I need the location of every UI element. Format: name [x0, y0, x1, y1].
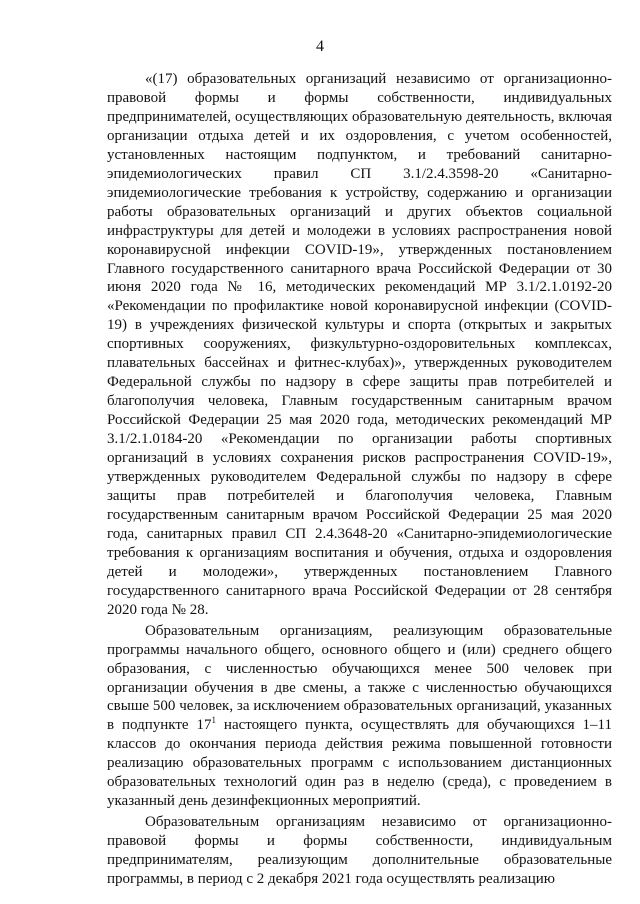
paragraph-distance-learning [107, 622, 612, 812]
paragraph-additional-programs: Образовательным организациям независимо от организационно-правовой формы и формы собственности, индивидуальным предпринимателям, реализующим дополнительные образовательные программы, в период с 2 декабря 2021 года осуществлять реализацию [107, 814, 612, 888]
document-body [107, 70, 612, 889]
paragraph-item-17: «(17) образовательных организаций независимо от организационно-правовой формы и формы собственности, индивидуальных предпринимателей, осуществляющих образовательную деятельность, включая организации отдыха детей и их оздоровления, с учетом особенностей, установленных настоящим подпунктом, и требований санитарно-эпидемиологических правил СП 3.1/2.4.3598-20 «Санитарно-эпидемиологические требования к устройству, содержанию и организации работы образовательных организаций и других объектов социальной инфраструктуры для детей и молодежи в условиях распространения новой коронавирусной инфекции COVID-19», утвержденных постановлением Главного государственного санитарного врача Российской Федерации от 30 июня 2020 года № 16, методических рекомендаций МР 3.1/2.1.0192-20 «Рекомендации по профилактике новой коронавирусной инфекции (COVID-19) в учреждениях физической культуры и спорта (открытых и закрытых спортивных сооружениях, физкультурно-оздоровительных комплексах, плавательных бассейнах и фитнес-клубах)», утвержденных руководителем Федеральной службы по надзору в сфере защиты прав потребителей и благополучия человека, Главным государственным санитарным врачом Российской Федерации 25 мая 2020 года, методических рекомендаций МР 3.1/2.1.0184-20 «Рекомендации по организации работы спортивных организаций в условиях сохранения рисков распространения COVID-19», утвержденных руководителем Федеральной службы по надзору в сфере защиты прав потребителей и благополучия человека, Главным государственным санитарным врачом Российской Федерации 25 мая 2020 года, санитарных правил СП 2.4.3648-20 «Санитарно-эпидемиологические требования к организациям воспитания и обучения, отдыха и оздоровления детей и молодежи», утвержденных постановлением Главного государственного санитарного врача Российской Федерации от 28 сентября 2020 года № 28. [107, 71, 612, 618]
paragraph-text-after-footnote: настоящего пункта, осуществлять для обучающихся 1–11 классов до окончания периода действия режима повышенной готовности реализацию образовательных программ с использованием дистанционных образовательных технологий один раз в неделю (среда), с проведением в указанный день дезинфекционных мероприятий. [107, 717, 612, 810]
superscript-reference: 1 [211, 715, 216, 726]
paragraph-text-before-footnote: Образовательным организациям, реализующим образовательные программы начального общего, основного общего и (или) среднего общего образования, с численностью обучающихся менее 500 человек при организации обучения в две смены, а также с численностью обучающихся свыше 500 человек, за исключением образовательных организаций, указанных в подпункте 17 [107, 622, 612, 734]
page-number: 4 [316, 38, 324, 55]
